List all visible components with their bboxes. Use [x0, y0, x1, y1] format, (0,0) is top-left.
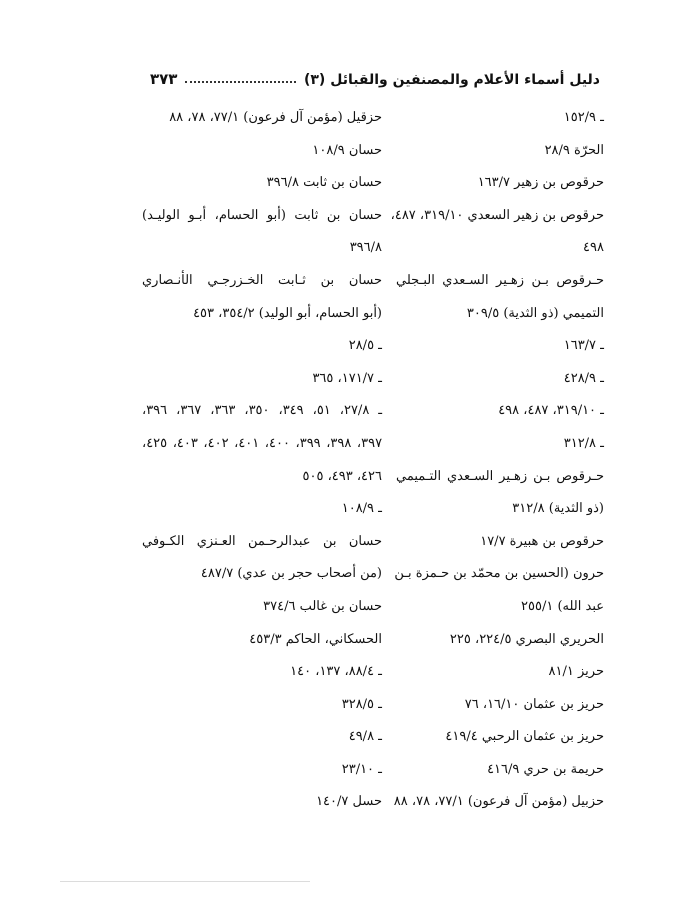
index-entry: حـرقوص بـن زهـير السـعدي البـجلي: [396, 272, 604, 288]
index-entry: حرقوص بن هبيرة ١٧/٧: [480, 533, 604, 549]
index-entry: ـ ٤٢٨/٩: [563, 370, 604, 386]
index-entry: الحريري البصري ٢٢٤/٥، ٢٢٥: [449, 631, 604, 647]
index-entry: حسان بن عبدالرحـمن العـنزي الكـوفي: [142, 533, 382, 549]
index-entry: الحسكاني، الحاكم ٤٥٣/٣: [249, 631, 382, 647]
index-entry: حـرقوص بـن زهـير السـعدي التـميمي: [396, 468, 604, 484]
index-entry: حسان بن ثابت (أبو الحسام، أبـو الوليـد): [142, 207, 382, 223]
index-entry: حزبيل (مؤمن آل فرعون) ٧٧/١، ٧٨، ٨٨: [393, 794, 604, 810]
footer-rule: [60, 881, 310, 882]
index-entry: حرقوص بن زهير السعدي ٣١٩/١٠، ٤٨٧،: [390, 207, 604, 223]
running-header: [150, 62, 600, 88]
index-entry: حريز بن عثمان الرحبي ٤١٩/٤: [445, 729, 604, 745]
index-entry: ـ ٨٨/٤، ١٣٧، ١٤٠: [290, 664, 382, 680]
header-title: دليل أسماء الأعلام والمصنفين والقبائل (٣): [303, 72, 600, 88]
index-column-right: [390, 102, 604, 819]
index-entry: ـ ٤٩/٨: [348, 729, 382, 745]
index-entry: حرقوص بن زهير ١٦٣/٧: [477, 175, 604, 191]
index-entry: حسان بن ثـابت الخـزرجـي الأنـصاري: [142, 272, 382, 288]
index-entry: (من أصحاب حجر بن عدي) ٤٨٧/٧: [200, 566, 382, 582]
index-entry: ٤٩٨: [583, 240, 604, 256]
index-entry: ـ ٢٨/٥: [348, 338, 382, 354]
index-entry: حريز بن عثمان ١٦/١٠، ٧٦: [464, 696, 604, 712]
index-entry: ٣٩٧، ٣٩٨، ٣٩٩، ٤٠٠، ٤٠١، ٤٠٢، ٤٠٣، ٤٢٥،: [142, 435, 383, 451]
index-entry: ـ ١٥٢/٩: [563, 110, 604, 125]
index-entry: ـ ٣١٩/١٠، ٤٨٧، ٤٩٨: [498, 403, 604, 419]
index-entry: ـ ٣٢٨/٥: [341, 696, 382, 712]
index-entry: ٤٢٦، ٤٩٣، ٥٠٥: [302, 468, 382, 484]
index-entry: حريز ٨١/١: [548, 664, 604, 680]
index-entry: حسان بن ثابت ٣٩٦/٨: [266, 175, 382, 191]
index-entry: ـ ١٧١/٧، ٣٦٥: [312, 370, 382, 386]
index-entry: ـ ٢٧/٨، ٥١، ٣٤٩، ٣٥٠، ٣٦٣، ٣٦٧، ٣٩٦،: [142, 403, 383, 419]
index-entry: حرون (الحسين بن محمّد بن حـمزة بـن: [394, 566, 604, 582]
index-entry: ٣٩٦/٨: [349, 240, 382, 256]
index-entry: الحرّة ٢٨/٩: [544, 142, 604, 158]
index-entry: ـ ٣١٢/٨: [563, 435, 604, 451]
index-entry: التميمي (ذو الثدية) ٣٠٩/٥: [466, 305, 604, 321]
index-entry: حسل ١٤٠/٧: [316, 794, 382, 810]
header-dot-leader: [185, 80, 296, 83]
index-entry: ـ ١٦٣/٧: [563, 338, 604, 354]
index-entry: حريمة بن حري ٤١٦/٩: [487, 761, 604, 777]
page-number: ٣٧٣: [150, 70, 178, 88]
index-entry: حسان ١٠٨/٩: [312, 142, 382, 158]
index-entry: (أبو الحسام، أبو الوليد) ٣٥٤/٢، ٤٥٣: [193, 305, 382, 321]
index-entry: عبد الله) ٢٥٥/١: [521, 598, 604, 614]
index-column-left: [142, 102, 382, 819]
index-entry: حسان بن غالب ٣٧٤/٦: [263, 598, 382, 614]
index-entry: حزقيل (مؤمن آل فرعون) ٧٧/١، ٧٨، ٨٨: [169, 110, 382, 125]
index-entry: ـ ١٠٨/٩: [341, 501, 382, 517]
index-entry: (ذو الثدية) ٣١٢/٨: [512, 501, 604, 517]
index-entry: ـ ٢٣/١٠: [341, 761, 382, 777]
